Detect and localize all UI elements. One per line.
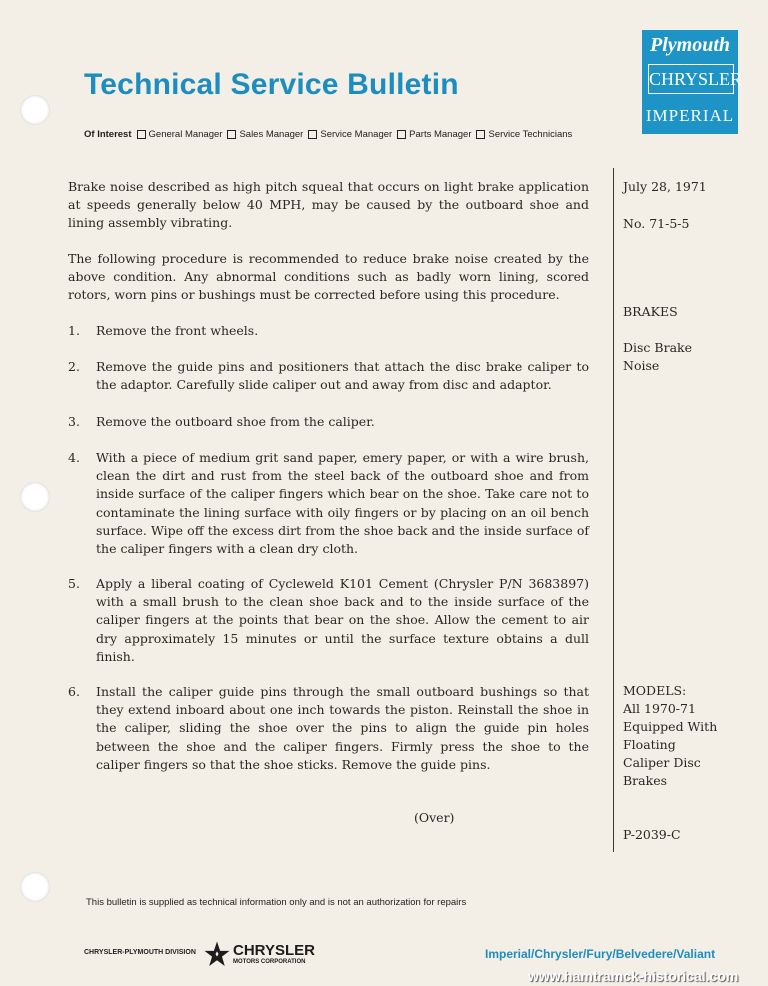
audience-parts-manager: Parts Manager bbox=[397, 129, 471, 140]
step-text: Install the caliper guide pins through the small outboard bushings so that they extend inboard about one inch towards the piston. Reinstall the shoe in the caliper, sliding the shoe over the pins to align the guide pin holes between the shoe and the caliper fingers. Firmly press the shoe to the caliper fingers so that the shoe sticks. Remove the guide pins. bbox=[96, 684, 589, 772]
checkbox-icon bbox=[476, 130, 485, 139]
checkbox-icon bbox=[308, 130, 317, 139]
brand-chrysler: CHRYSLER bbox=[648, 64, 734, 94]
audience-service-manager: Service Manager bbox=[308, 129, 392, 140]
models-line: All 1970-71 bbox=[623, 701, 696, 716]
procedure-step bbox=[68, 322, 589, 340]
brand-plymouth: Plymouth bbox=[649, 34, 730, 56]
step-text: Remove the outboard shoe from the caliper. bbox=[96, 414, 375, 429]
procedure-intro-paragraph: The following procedure is recommended to reduce brake noise created by the above condition. Any abnormal conditions such as badly worn lining, scored rotors, worn pins or bushings must be corrected before using this procedure. bbox=[68, 251, 589, 303]
step-number: 3. bbox=[68, 414, 80, 429]
bulletin-date: July 28, 1971 bbox=[623, 179, 707, 194]
form-number: P-2039-C bbox=[623, 827, 681, 842]
corporation-name: CHRYSLER bbox=[233, 942, 315, 959]
sidebar-divider bbox=[613, 168, 614, 852]
over-note: (Over) bbox=[414, 810, 455, 825]
audience-general-manager: General Manager bbox=[137, 129, 223, 140]
punch-hole bbox=[20, 95, 50, 125]
corporation-subtitle: MOTORS CORPORATION bbox=[233, 959, 306, 965]
bulletin-title: Technical Service Bulletin bbox=[84, 68, 459, 101]
step-text: Remove the front wheels. bbox=[96, 323, 259, 338]
checkbox-icon bbox=[397, 130, 406, 139]
pentastar-icon bbox=[204, 941, 230, 967]
models-line: Floating bbox=[623, 737, 676, 752]
step-number: 2. bbox=[68, 359, 80, 374]
audience-sales-manager: Sales Manager bbox=[227, 129, 303, 140]
procedure-step bbox=[68, 575, 589, 666]
procedure-step bbox=[68, 683, 589, 774]
brand-logo-block bbox=[642, 30, 743, 134]
punch-hole bbox=[20, 482, 50, 512]
step-text: With a piece of medium grit sand paper, emery paper, or with a wire brush, clean the dirt and rust from the steel back of the outboard shoe and from inside surface of the caliper fingers which bear on the shoe. Take care not to contaminate the lining surface with oily fingers or by placing on an oil bench surface. Wipe off the excess dirt from the shoe back and the inside surface of the caliper fingers with a clean dry cloth. bbox=[96, 450, 589, 557]
step-number: 5. bbox=[68, 576, 80, 591]
bulletin-number: No. 71-5-5 bbox=[623, 216, 690, 231]
audience-service-technicians: Service Technicians bbox=[476, 129, 572, 140]
procedure-step bbox=[68, 449, 589, 558]
footer-disclaimer: This bulletin is supplied as technical information only and is not an authorization for repairs bbox=[86, 897, 467, 908]
site-watermark: www.hamtramck-historical.com bbox=[528, 968, 739, 984]
of-interest-row bbox=[84, 129, 577, 140]
bulletin-category: BRAKES bbox=[623, 304, 678, 319]
models-label: MODELS: bbox=[623, 683, 687, 698]
punch-hole bbox=[20, 872, 50, 902]
checkbox-icon bbox=[227, 130, 236, 139]
division-label: CHRYSLER-PLYMOUTH DIVISION bbox=[84, 949, 196, 956]
bulletin-subject-line: Noise bbox=[623, 358, 660, 373]
footer-models: Imperial/Chrysler/Fury/Belvedere/Valiant bbox=[485, 947, 716, 961]
of-interest-label: Of Interest bbox=[84, 129, 132, 140]
procedure-step bbox=[68, 413, 589, 431]
step-text: Remove the guide pins and positioners that attach the disc brake caliper to the adaptor. Carefully slide caliper out and away from disc and adaptor. bbox=[96, 359, 589, 393]
bulletin-subject-line: Disc Brake bbox=[623, 340, 692, 355]
brand-imperial: IMPERIAL bbox=[645, 106, 735, 125]
intro-paragraph: Brake noise described as high pitch squeal that occurs on light brake application at speeds generally below 40 MPH, may be caused by the outboard shoe and lining assembly vibrating. bbox=[68, 179, 589, 231]
models-line: Brakes bbox=[623, 773, 668, 788]
step-number: 1. bbox=[68, 323, 80, 338]
checkbox-icon bbox=[137, 130, 146, 139]
models-line: Caliper Disc bbox=[623, 755, 701, 770]
step-number: 6. bbox=[68, 684, 80, 699]
step-number: 4. bbox=[68, 450, 80, 465]
procedure-step bbox=[68, 358, 589, 394]
step-text: Apply a liberal coating of Cycleweld K101 Cement (Chrysler P/N 3683897) with a small brush to the clean shoe back and to the inside surface of the caliper fingers at the points that bear on the shoe. Allow the cement to air dry approximately 15 minutes or until the surface texture obtains a dull finish. bbox=[96, 576, 589, 664]
models-line: Equipped With bbox=[623, 719, 718, 734]
